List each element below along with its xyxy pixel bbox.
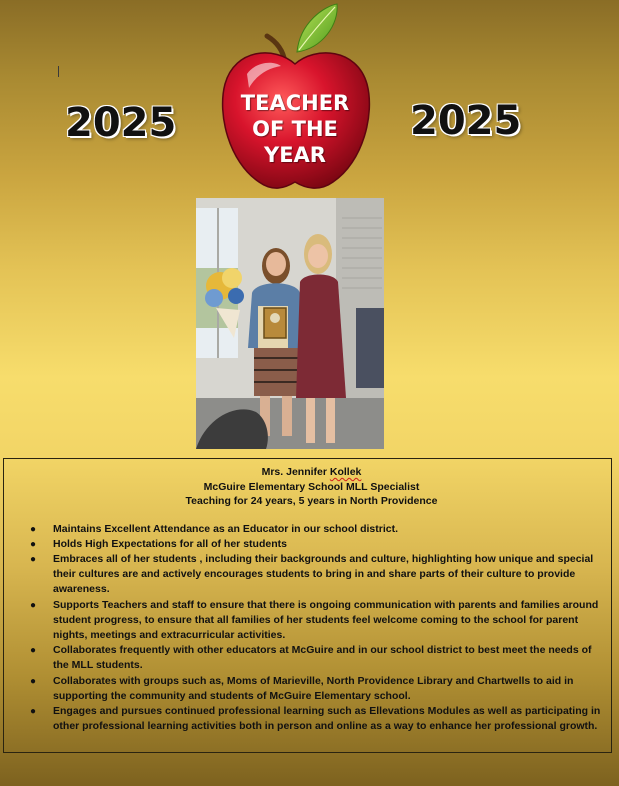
- teacher-name: [22, 465, 601, 480]
- apple-title-line1: TEACHER: [240, 91, 350, 115]
- list-item: [22, 522, 601, 537]
- apple-title-line3: YEAR: [264, 143, 326, 167]
- apple-logo: [215, 2, 375, 194]
- year-left: 2025: [65, 100, 177, 146]
- list-item-text: Collaborates frequently with other educators at McGuire and in our school district to best meet the needs of the MLL students.: [53, 644, 592, 672]
- list-item-text: Collaborates with groups such as, Moms of Marieville, North Providence Library and Chartwells to aid in supporting the community and students of McGuire Elementary school.: [53, 674, 574, 702]
- teacher-role: McGuire Elementary School MLL Specialist: [203, 480, 420, 493]
- list-item-text: Embraces all of her students , including their backgrounds and culture, highlighting how unique and special their cultures are and actively encourages students to bring in and share parts of their culture to provide awareness.: [53, 552, 594, 596]
- text-cursor: [58, 66, 59, 77]
- list-item-text: Engages and pursues continued professional learning such as Ellevations Modules as well as participating in other professional learning activities both in person and online as a way to enhance her professional growth.: [53, 704, 601, 733]
- teacher-experience: Teaching for 24 years, 5 years in North Providence: [185, 495, 438, 507]
- list-item: [22, 643, 601, 673]
- list-item-text: Holds High Expectations for all of her students: [53, 537, 287, 550]
- list-item: [22, 537, 601, 552]
- list-item-text: Maintains Excellent Attendance as an Educator in our school district.: [53, 522, 399, 535]
- year-right: 2025: [410, 98, 522, 144]
- bullet-icon: ●: [30, 538, 37, 550]
- list-item: [22, 704, 601, 734]
- list-item: [22, 598, 601, 644]
- name-last: Kollek: [329, 466, 362, 478]
- apple-title-line2: OF THE: [252, 117, 338, 141]
- list-item: [22, 552, 601, 598]
- bullet-icon: ●: [30, 705, 37, 717]
- bullet-icon: ●: [30, 599, 37, 611]
- bullet-icon: ●: [30, 675, 37, 687]
- teacher-info-box: [3, 458, 612, 753]
- accomplishments-list: [22, 522, 601, 735]
- award-photo: [196, 198, 384, 449]
- bullet-icon: ●: [30, 523, 37, 535]
- name-first: Mrs. Jennifer: [261, 466, 330, 478]
- list-item-text: Supports Teachers and staff to ensure that there is ongoing communication with parents and families around student progress, to ensure that all families of her students feel welcome coming to the school for parent nights, meetings and extracurricular activities.: [53, 598, 599, 641]
- bullet-icon: ●: [30, 645, 37, 657]
- list-item: [22, 674, 601, 704]
- bullet-icon: ●: [30, 553, 37, 565]
